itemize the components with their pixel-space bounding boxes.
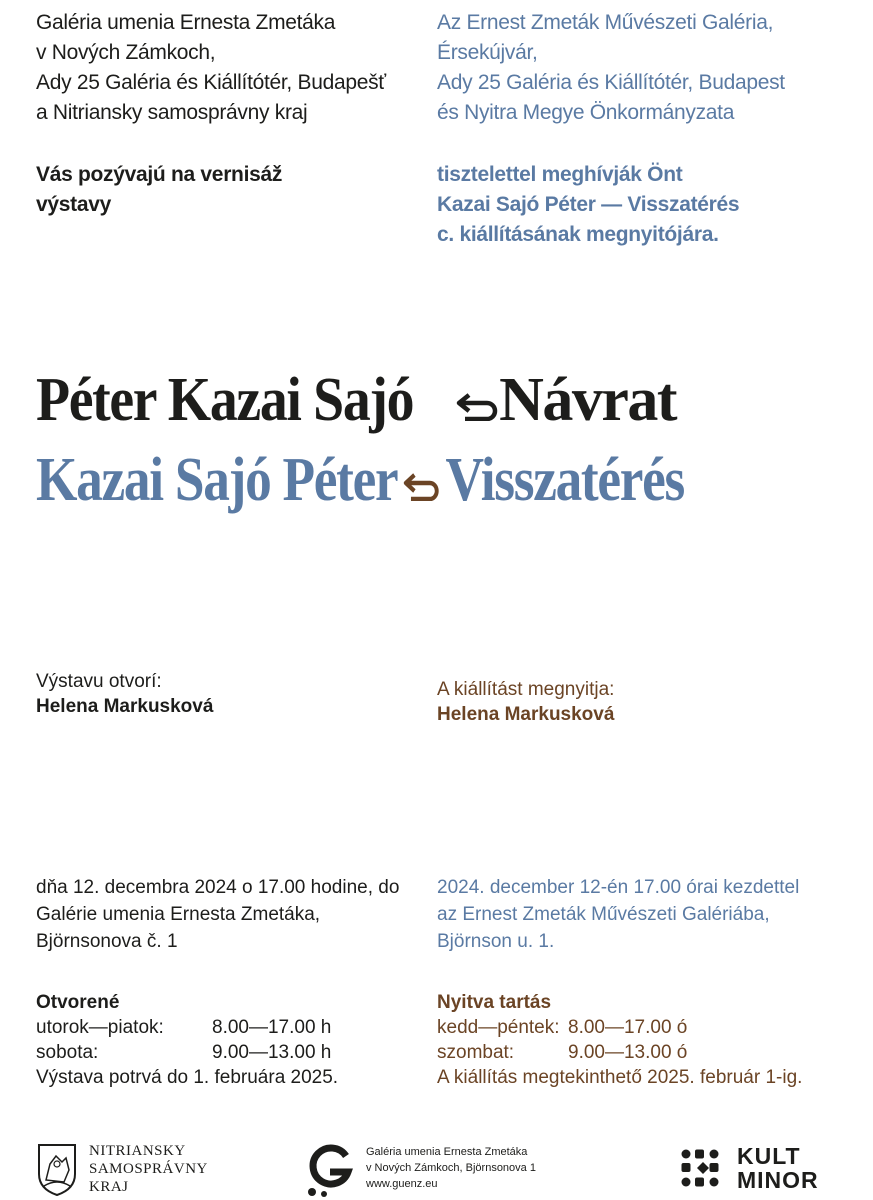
venue-hu: [437, 874, 857, 955]
return-arrow-icon: [455, 391, 499, 421]
hours-time: 8.00—17.00 h: [212, 1017, 332, 1038]
title-sk: [36, 365, 676, 436]
organizer-line: a Nitriansky samosprávny kraj: [36, 101, 308, 124]
logo-text-line: MINOR: [737, 1167, 819, 1193]
hours-heading: Nyitva tartás: [437, 992, 552, 1013]
logo-text-line: KULT: [737, 1143, 801, 1169]
return-arrow-icon: [397, 471, 445, 501]
organizers-sk: [36, 8, 416, 128]
venue-line: dňa 12. decembra 2024 o 17.00 hodine, do: [36, 877, 400, 898]
kult-minor-logo-icon: [680, 1148, 726, 1194]
logo-text-line: NITRIANSKY: [89, 1143, 186, 1159]
organizer-line: Az Ernest Zmeták Művészeti Galéria,: [437, 11, 774, 34]
organizer-line: Érsekújvár,: [437, 41, 538, 64]
nsk-logo-text: [89, 1142, 208, 1196]
logo-text-line: SAMOSPRÁVNY: [89, 1161, 208, 1177]
venue-line: Björnson u. 1.: [437, 931, 555, 952]
artist-name-hu: Kazai Sajó Péter: [36, 446, 398, 514]
venue-line: az Ernest Zmeták Művészeti Galériába,: [437, 904, 770, 925]
hours-row: [437, 1040, 857, 1065]
opening-hours-hu: [437, 990, 857, 1090]
opener-sk: [36, 669, 416, 719]
hours-row: [437, 1015, 857, 1040]
hours-day: sobota:: [36, 1042, 99, 1063]
artist-name-sk: Péter Kazai Sajó: [36, 366, 414, 434]
invitation-hu: [437, 160, 857, 250]
hours-heading: Otvorené: [36, 992, 120, 1013]
invitation-line: Kazai Sajó Péter — Visszatérés: [437, 193, 740, 216]
hours-row: [36, 1040, 416, 1065]
opener-hu: [437, 677, 857, 727]
logo-text-line: KRAJ: [89, 1179, 129, 1195]
exhibition-until: A kiállítás megtekinthető 2025. február 1-ig.: [437, 1067, 803, 1088]
work-title-sk: Návrat: [499, 366, 677, 434]
coat-of-arms-icon: [36, 1142, 78, 1196]
venue-line: 2024. december 12-én 17.00 órai kezdettel: [437, 877, 800, 898]
organizer-line: Galéria umenia Ernesta Zmetáka: [36, 11, 336, 34]
gallery-logo-icon: [304, 1142, 356, 1198]
hours-time: 9.00—13.00 h: [212, 1042, 332, 1063]
invitation-sk: [36, 160, 416, 220]
hours-time: 8.00—17.00 ó: [568, 1017, 688, 1038]
kult-minor-logo-text: [737, 1144, 819, 1192]
hours-time: 9.00—13.00 ó: [568, 1042, 688, 1063]
organizer-line: v Nových Zámkoch,: [36, 41, 216, 64]
organizer-line: és Nyitra Megye Önkormányzata: [437, 101, 735, 124]
hours-day: utorok—piatok:: [36, 1017, 164, 1038]
invitation-line: c. kiállításának megnyitójára.: [437, 223, 719, 246]
exhibition-until: Výstava potrvá do 1. februára 2025.: [36, 1067, 339, 1088]
opener-name: Helena Markusková: [437, 704, 615, 725]
opener-label: A kiállítást megnyitja:: [437, 679, 615, 700]
gallery-address-line: v Nových Zámkoch, Björnsonova 1: [366, 1162, 536, 1174]
opener-label: Výstavu otvorí:: [36, 671, 162, 692]
title-hu: [36, 445, 684, 516]
organizer-line: Ady 25 Galéria és Kiállítótér, Budapešť: [36, 71, 386, 94]
gallery-address-line: Galéria umenia Ernesta Zmetáka: [366, 1146, 528, 1158]
venue-line: Björnsonova č. 1: [36, 931, 178, 952]
opener-name: Helena Markusková: [36, 696, 214, 717]
footer: [0, 1140, 873, 1200]
venue-line: Galérie umenia Ernesta Zmetáka,: [36, 904, 321, 925]
organizers-hu: [437, 8, 857, 128]
gallery-website[interactable]: www.guenz.eu: [366, 1178, 438, 1190]
work-title-hu: Visszatérés: [445, 446, 684, 514]
gallery-address: [366, 1144, 536, 1192]
invitation-line: Vás pozývajú na vernisáž: [36, 163, 283, 186]
hours-row: [36, 1015, 416, 1040]
opening-hours-sk: [36, 990, 416, 1090]
organizer-line: Ady 25 Galéria és Kiállítótér, Budapest: [437, 71, 785, 94]
invitation-line: tisztelettel meghívják Önt: [437, 163, 683, 186]
hours-day: szombat:: [437, 1042, 515, 1063]
venue-sk: [36, 874, 416, 955]
hours-day: kedd—péntek:: [437, 1017, 560, 1038]
invitation-line: výstavy: [36, 193, 111, 216]
